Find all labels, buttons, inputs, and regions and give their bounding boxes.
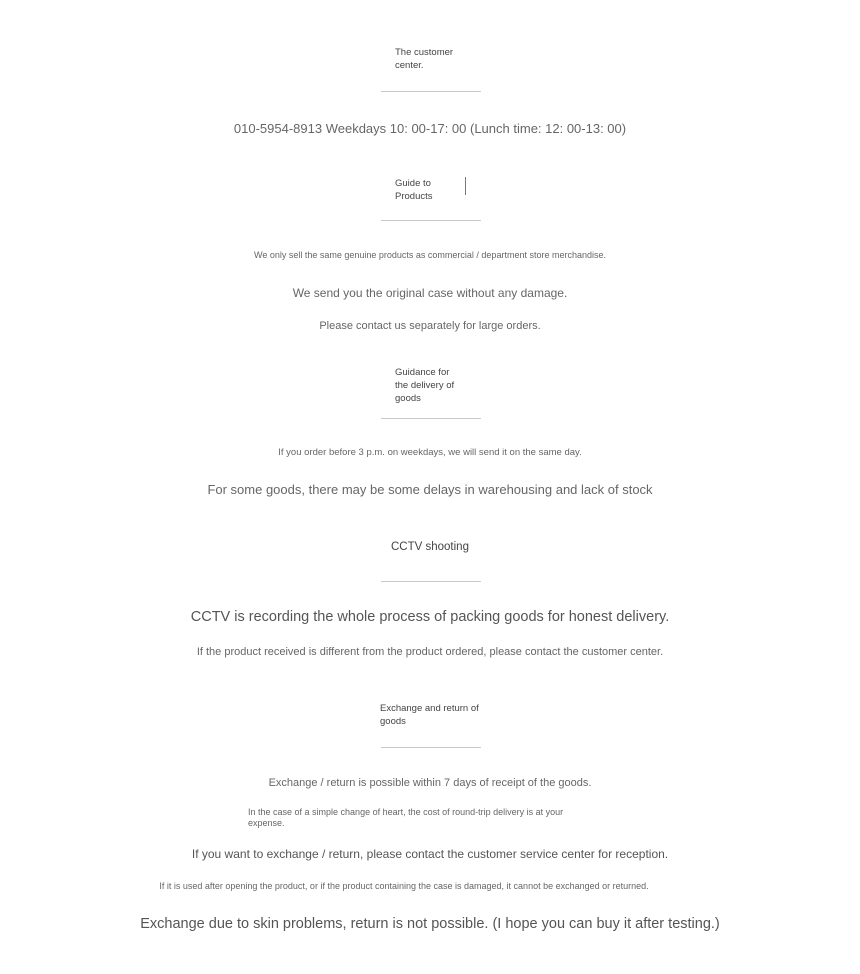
customer-center-heading: The customer center. — [395, 47, 454, 71]
cctv-line-1: CCTV is recording the whole process of packing goods for honest delivery. — [190, 609, 670, 625]
products-heading: Guide to Products — [395, 178, 433, 202]
text-cursor — [465, 177, 466, 195]
products-line-1: We only sell the same genuine products as commercial / department store merchandise. — [253, 250, 606, 260]
exchange-line-3: If you want to exchange / return, please contact the customer service center for reception. — [191, 847, 669, 861]
exchange-line-4: If it is used after opening the product, or if the product containing the case is damaged, it cannot be exchanged or returned. — [159, 881, 649, 891]
divider — [381, 91, 481, 92]
divider — [381, 581, 481, 582]
divider — [381, 220, 481, 221]
exchange-heading: Exchange and return of goods — [380, 703, 479, 727]
products-line-2: We send you the original case without any damage. — [292, 286, 568, 300]
divider — [381, 747, 481, 748]
delivery-heading: Guidance for the delivery of goods — [395, 367, 455, 404]
exchange-line-1: Exchange / return is possible within 7 days of receipt of the goods. — [268, 777, 592, 789]
exchange-line-2: In the case of a simple change of heart, the cost of round-trip delivery is at your expense. — [248, 807, 564, 828]
divider — [381, 418, 481, 419]
delivery-line-2: For some goods, there may be some delays in warehousing and lack of stock — [207, 482, 653, 497]
delivery-line-1: If you order before 3 p.m. on weekdays, we will send it on the same day. — [278, 447, 582, 458]
cctv-heading: CCTV shooting — [391, 541, 469, 553]
products-line-3: Please contact us separately for large orders. — [319, 320, 541, 332]
cctv-line-2: If the product received is different from the product ordered, please contact the customer center. — [196, 646, 664, 658]
customer-center-hours: 010-5954-8913 Weekdays 10: 00-17: 00 (Lunch time: 12: 00-13: 00) — [233, 121, 627, 136]
exchange-line-5: Exchange due to skin problems, return is not possible. (I hope you can buy it after testing.) — [140, 916, 720, 932]
